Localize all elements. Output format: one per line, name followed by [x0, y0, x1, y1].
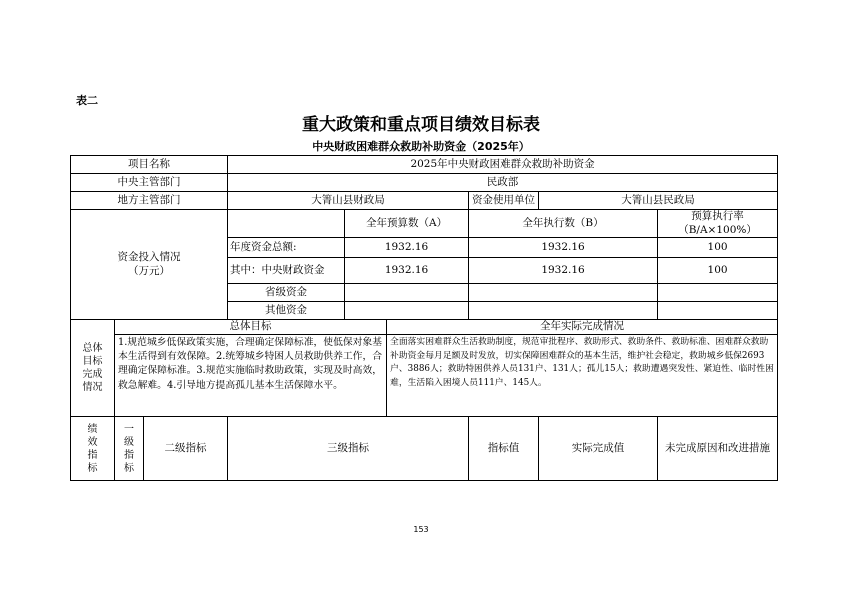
central-dept-label: 中央主管部门 — [71, 174, 228, 192]
user-unit-value: 大箐山县民政局 — [539, 192, 778, 210]
overall-goal-header: 总体目标 — [115, 320, 387, 335]
page-subtitle: 中央财政困难群众救助补助资金（2025年） — [312, 140, 530, 153]
project-name-value: 2025年中央财政困难群众救助补助资金 — [228, 156, 778, 174]
funding-row-executed: 1932.16 — [469, 238, 658, 258]
funding-row-label: 省级资金 — [228, 284, 345, 302]
funding-blank-header — [228, 210, 345, 238]
funding-row-executed: 1932.16 — [469, 258, 658, 284]
page-number: 153 — [413, 525, 429, 534]
funding-row-budget: 1932.16 — [345, 238, 469, 258]
local-dept-value: 大箐山县财政局 — [228, 192, 469, 210]
funding-row-rate: 100 — [658, 258, 778, 284]
user-unit-label: 资金使用单位 — [469, 192, 539, 210]
col-executed-header: 全年执行数（B） — [469, 210, 658, 238]
funding-row-rate — [658, 302, 778, 320]
page-title: 重大政策和重点项目绩效目标表 — [302, 115, 540, 135]
central-dept-value: 民政部 — [228, 174, 778, 192]
level2-header: 二级指标 — [144, 417, 228, 481]
funding-row-label: 年度资金总额: — [228, 238, 345, 258]
level3-header: 三级指标 — [228, 417, 469, 481]
table-label: 表二 — [76, 94, 98, 107]
project-name-label: 项目名称 — [71, 156, 228, 174]
funding-row-executed — [469, 284, 658, 302]
level1-header: 一 级 指 标 — [115, 417, 144, 481]
funding-row-rate: 100 — [658, 238, 778, 258]
funding-section-label: 资金投入情况 （万元） — [71, 210, 228, 320]
funding-row-label: 其他资金 — [228, 302, 345, 320]
funding-row-rate — [658, 284, 778, 302]
col-rate-header: 预算执行率（B/A×100%） — [658, 210, 778, 238]
performance-table — [70, 155, 778, 481]
funding-row-budget — [345, 302, 469, 320]
funding-row-label: 其中：中央财政资金 — [228, 258, 345, 284]
reason-header: 未完成原因和改进措施 — [658, 417, 778, 481]
local-dept-label: 地方主管部门 — [71, 192, 228, 210]
actual-value-header: 实际完成值 — [539, 417, 658, 481]
col-budget-header: 全年预算数（A） — [345, 210, 469, 238]
funding-row-budget: 1932.16 — [345, 258, 469, 284]
funding-row-executed — [469, 302, 658, 320]
goals-section-label: 总体 目标 完成 情况 — [71, 320, 115, 417]
indicators-section-label: 绩 效 指 标 — [71, 417, 115, 481]
actual-completion-header: 全年实际完成情况 — [387, 320, 778, 335]
target-value-header: 指标值 — [469, 417, 539, 481]
actual-completion-text: 全面落实困难群众生活救助制度，规范审批程序、救助形式、救助条件、救助标准、困难群众救助补助资金每月足额及时发放，切实保障困难群众的基本生活，维护社会稳定，救助城乡低保2693户、3886人；救助特困供养人员131户、131人；孤儿15人；救助遭遇突发性、紧迫性、临时性困难，生活陷入困境人员111户、145人。 — [387, 335, 778, 417]
overall-goal-text: 1.规范城乡低保政策实施，合理确定保障标准，使低保对象基本生活得到有效保障。2.统筹城乡特困人员救助供养工作，合理确定保障标准。3.规范实施临时救助政策，实现及时高效，救急解难。4.引导地方提高孤儿基本生活保障水平。 — [115, 335, 387, 417]
funding-row-budget — [345, 284, 469, 302]
